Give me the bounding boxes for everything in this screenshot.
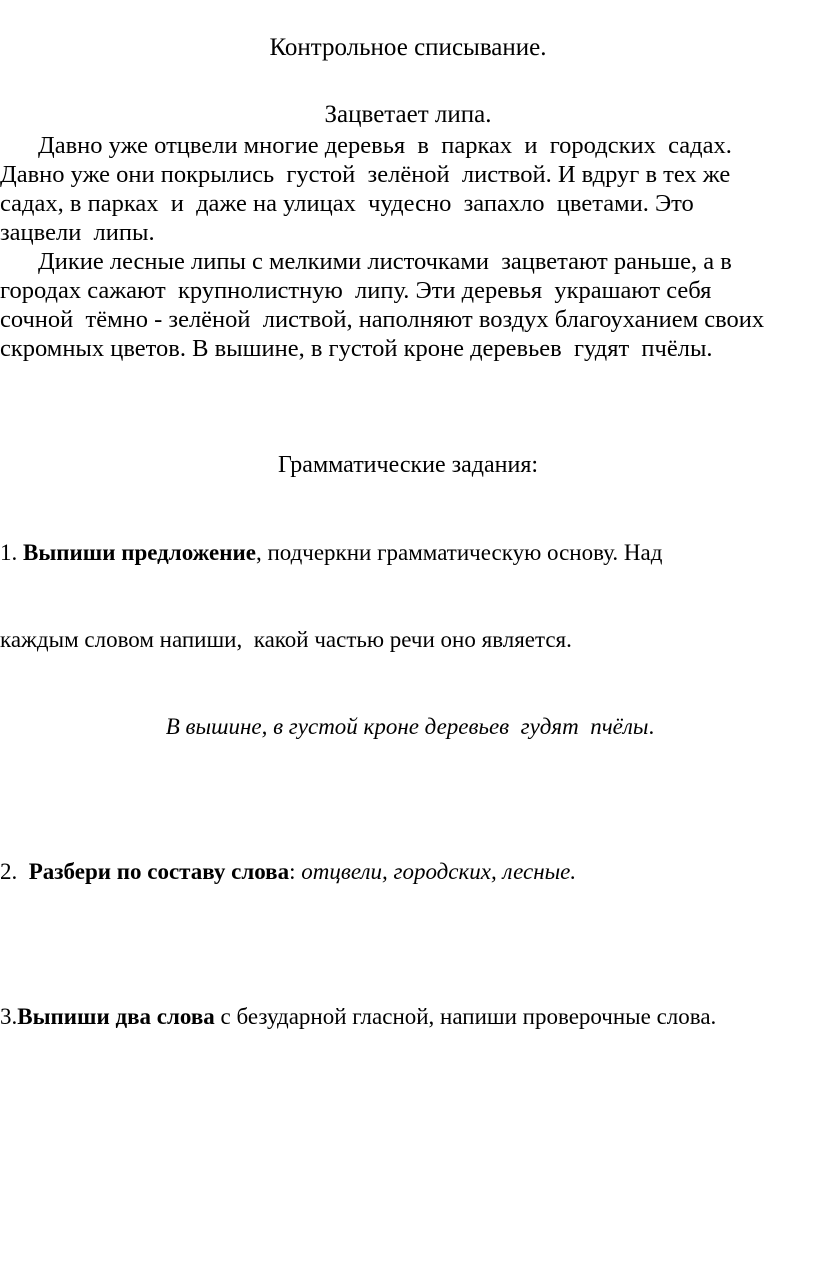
- grammar-tasks: [0, 480, 810, 1089]
- task-3-line: [0, 1002, 810, 1031]
- text-line: зацвели липы.: [0, 219, 155, 246]
- task-words: отцвели, городских, лесные.: [301, 859, 577, 884]
- task-1: [0, 480, 810, 799]
- task-colon: :: [289, 859, 302, 884]
- paragraph-1: [0, 131, 800, 247]
- sentence-period: .: [648, 714, 655, 739]
- text-line: сочной тёмно - зелёной листвой, наполняют воздух благоуханием своих: [0, 306, 765, 333]
- example-sentence: В вышине, в густой кроне деревьев гудят пчёлы: [165, 714, 649, 739]
- task-number: 1.: [0, 540, 23, 565]
- task-instruction-bold: Выпиши предложение: [23, 540, 256, 565]
- task-2: [0, 799, 810, 944]
- task-1-line-1: [0, 538, 810, 567]
- text-line: Давно уже они покрылись густой зелёной листвой. И вдруг в тех же: [0, 161, 731, 188]
- dictation-text: [0, 131, 800, 363]
- text-line: скромных цветов. В вышине, в густой кроне деревьев гудят пчёлы.: [0, 335, 713, 362]
- text-line: городах сажают крупнолистную липу. Эти деревья украшают себя: [0, 277, 712, 304]
- paragraph-2: [0, 247, 800, 363]
- tasks-heading: Грамматические задания:: [277, 452, 539, 478]
- task-1-line-2: каждым словом напиши, какой частью речи оно является.: [0, 627, 572, 652]
- task-number: 2.: [0, 859, 29, 884]
- text-line: Давно уже отцвели многие деревья в парках и городских садах.: [38, 132, 732, 159]
- task-2-line: [0, 857, 810, 886]
- task-instruction: , подчеркни грамматическую основу. Над: [255, 540, 663, 565]
- task-instruction: с безударной гласной, напиши проверочные слова.: [214, 1004, 717, 1029]
- document-title: Контрольное списывание.: [269, 34, 547, 61]
- task-instruction-bold: Выпиши два слова: [17, 1004, 215, 1029]
- task-instruction-bold: Разбери по составу слова: [28, 859, 290, 884]
- task-number: 3.: [0, 1004, 18, 1029]
- text-title: Зацветает липа.: [324, 101, 492, 128]
- task-1-sentence: [0, 712, 810, 741]
- text-line: садах, в парках и даже на улицах чудесно запахло цветами. Это: [0, 190, 694, 217]
- task-3: [0, 944, 810, 1089]
- text-line: Дикие лесные липы с мелкими листочками зацветают раньше, а в: [38, 248, 732, 275]
